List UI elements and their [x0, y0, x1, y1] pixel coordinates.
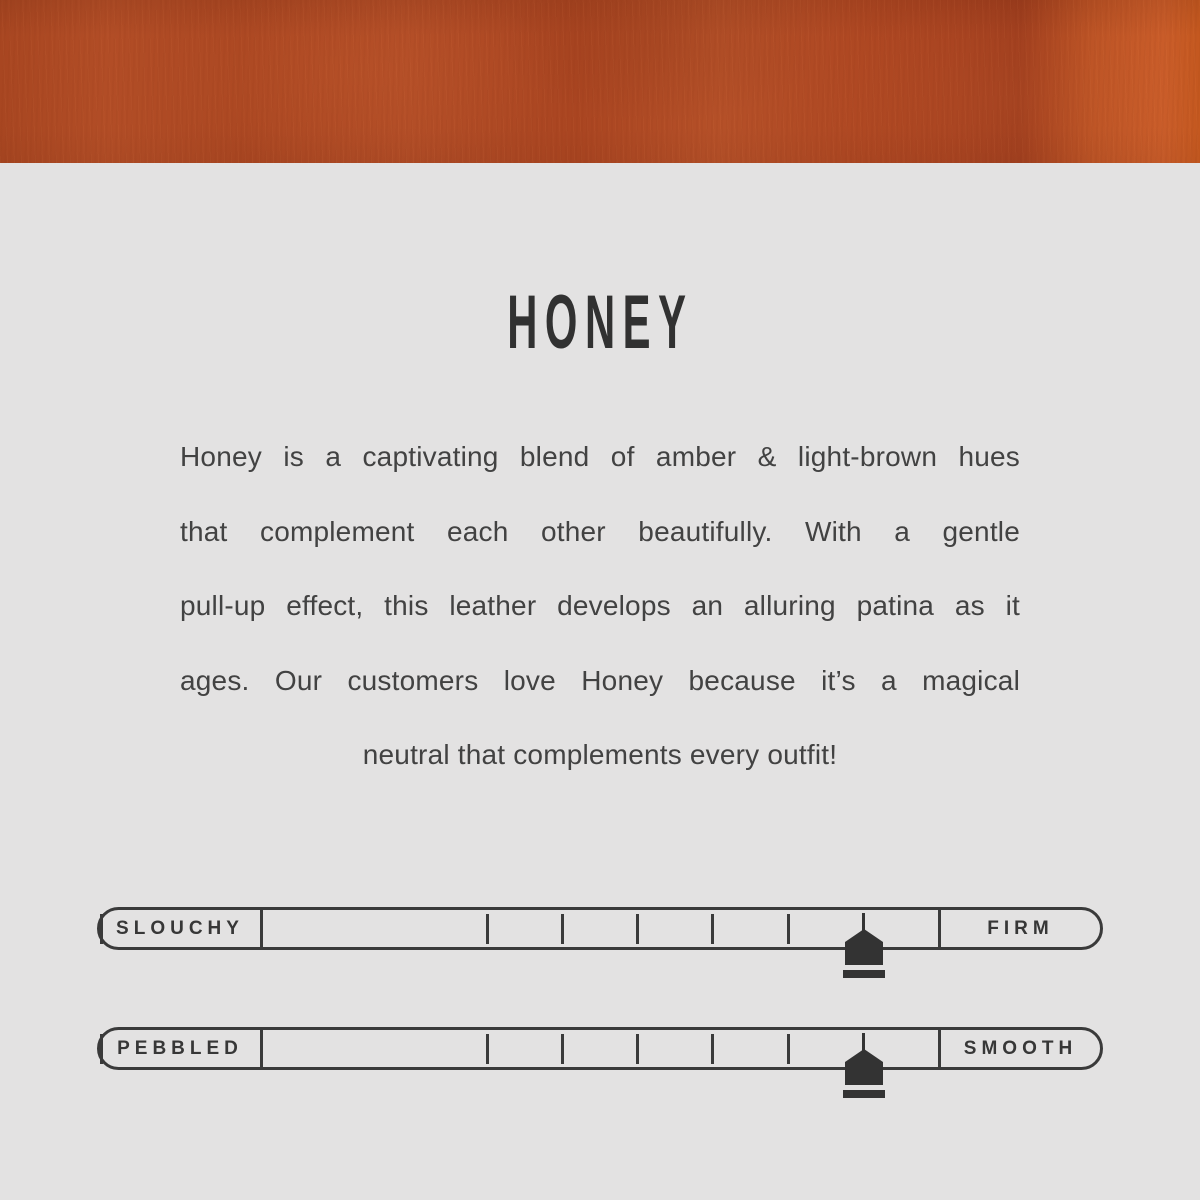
description-line: that complement each other beautifully. With a gentle [180, 515, 1020, 547]
firmness-scale [97, 907, 1103, 950]
scale-tick [711, 1034, 714, 1064]
scale-tick [787, 914, 790, 944]
marker-pointer-icon [845, 929, 883, 965]
marker-base [843, 970, 885, 978]
scale-tick [787, 1034, 790, 1064]
scale-divider [260, 910, 263, 947]
leather-swatch-image [0, 0, 1200, 163]
scale-tick [636, 914, 639, 944]
scale-tick [711, 914, 714, 944]
scale-tick [100, 914, 103, 944]
marker-pointer-icon [845, 1049, 883, 1085]
smooth-label: SMOOTH [963, 1037, 1078, 1059]
texture-marker[interactable] [843, 1033, 885, 1098]
description-line: ages. Our customers love Honey because it’s a magical [180, 664, 1020, 696]
scale-tick [100, 1034, 103, 1064]
texture-scale [97, 1027, 1103, 1070]
scale-tick [561, 914, 564, 944]
firm-label: FIRM [987, 917, 1054, 939]
firmness-marker[interactable] [843, 913, 885, 978]
pebbled-label: PEBBLED [117, 1037, 243, 1059]
scale-tick [486, 1034, 489, 1064]
marker-base [843, 1090, 885, 1098]
color-description [180, 420, 1020, 793]
slouchy-label: SLOUCHY [116, 917, 244, 939]
marker-stem [862, 1033, 865, 1051]
marker-stem [862, 913, 865, 931]
description-line: Honey is a captivating blend of amber & light-brown hues [180, 441, 1020, 472]
scale-divider [260, 1030, 263, 1067]
color-name-title [0, 280, 1200, 365]
description-line: neutral that complements every outfit! [362, 739, 838, 771]
description-line: pull-up effect, this leather develops an alluring patina as it [180, 590, 1020, 622]
scale-tick [561, 1034, 564, 1064]
scale-tick [486, 914, 489, 944]
scale-tick [636, 1034, 639, 1064]
color-name-text: HONEY [506, 280, 694, 365]
